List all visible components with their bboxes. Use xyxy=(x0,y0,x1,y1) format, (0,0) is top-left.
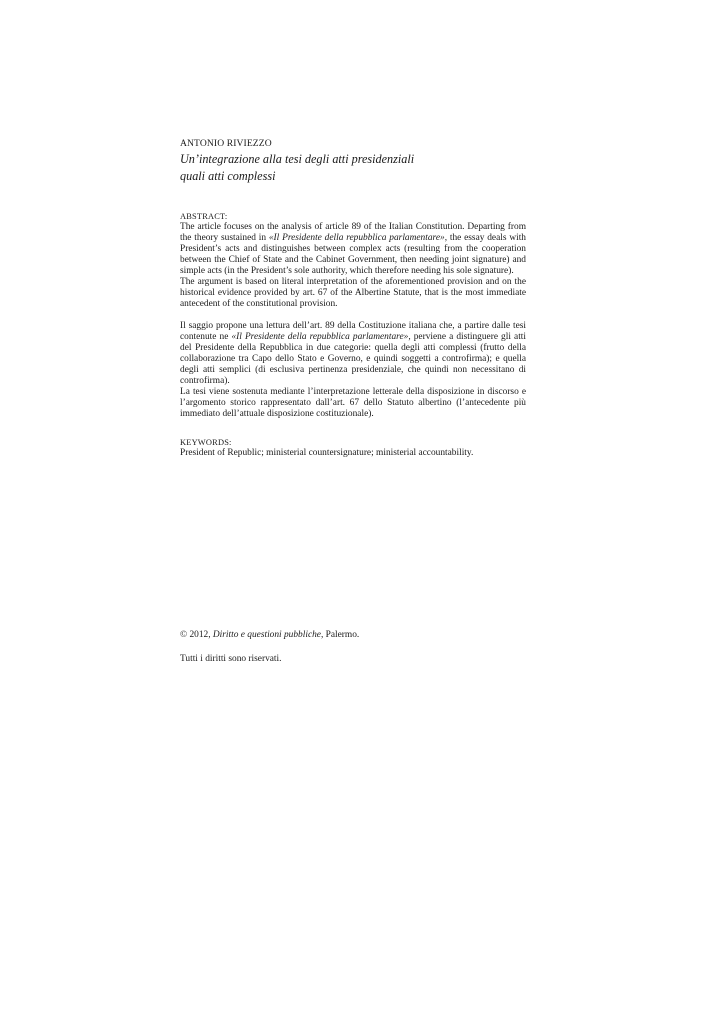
abstract-en-p1-cited-work: «Il Presidente della repubblica parlamentare» xyxy=(268,233,445,243)
abstract-italian-paragraph-2: La tesi viene sostenuta mediante l’interpretazione letterale della disposizione in discorso e l’argomento storico rappresentato dall’art. 67 dello Statuto albertino (l’antecedente più immediato dell’attuale disposizione costituzionale). xyxy=(180,387,526,419)
abstract-it-p1-text-b: , perviene a distinguere gli atti del Presidente della Repubblica in due categorie: quella degli atti complessi (frutto della collaborazione tra Capo dello Stato e Governo, e quindi soggetti a controfirma); e quella degli atti semplici (di esclusiva pertinenza presidenziale, che quindi non necessitano di controfirma). xyxy=(180,332,527,386)
copyright-suffix: , Palermo. xyxy=(320,630,360,640)
paper-front-matter xyxy=(180,138,526,459)
author-name: ANTONIO RIVIEZZO xyxy=(180,138,272,149)
abstract-italian-paragraph-1 xyxy=(180,321,526,387)
abstract-it-p1-text-a: Il saggio propone una lettura dell’art. 89 della Costituzione italiana che, a partire dalle tesi contenute ne xyxy=(180,321,526,342)
abstract-it-p1-cited-work: «Il Presidente della repubblica parlamentare» xyxy=(231,332,409,342)
copyright-notice xyxy=(180,630,359,641)
abstract-label: ABSTRACT: xyxy=(180,212,228,221)
rights-notice: Tutti i diritti sono riservati. xyxy=(180,654,282,664)
abstract-en-p1-text-b: , the essay deals with President’s acts and distinguishes between complex acts (resulting from the cooperation between the Chief of State and the Cabinet Government, then needing joint signature) and simple acts (in the President’s sole authority, which therefore needing his sole signature). xyxy=(180,233,526,276)
paper-title xyxy=(180,151,526,185)
journal-name: Diritto e questioni pubbliche xyxy=(212,630,321,640)
abstract-en-p1-text-a: The article focuses on the analysis of article 89 of the Italian Constitution. Departing from the theory sustained in xyxy=(180,222,526,243)
keywords-label: KEYWORDS: xyxy=(180,438,232,447)
title-line-1: Un’integrazione alla tesi degli atti presidenziali xyxy=(180,152,415,166)
paragraph-spacer xyxy=(180,310,526,321)
title-line-2: quali atti complessi xyxy=(180,169,276,183)
copyright-prefix: © 2012, xyxy=(180,630,213,640)
abstract-english-paragraph-2: The argument is based on literal interpretation of the aforementioned provision and on the historical evidence provided by art. 67 of the Albertine Statute, that is the most immediate antecedent of the constitutional provision. xyxy=(180,277,526,309)
keywords-text: President of Republic; ministerial countersignature; ministerial accountability. xyxy=(180,448,474,458)
abstract-english-paragraph-1 xyxy=(180,222,526,277)
